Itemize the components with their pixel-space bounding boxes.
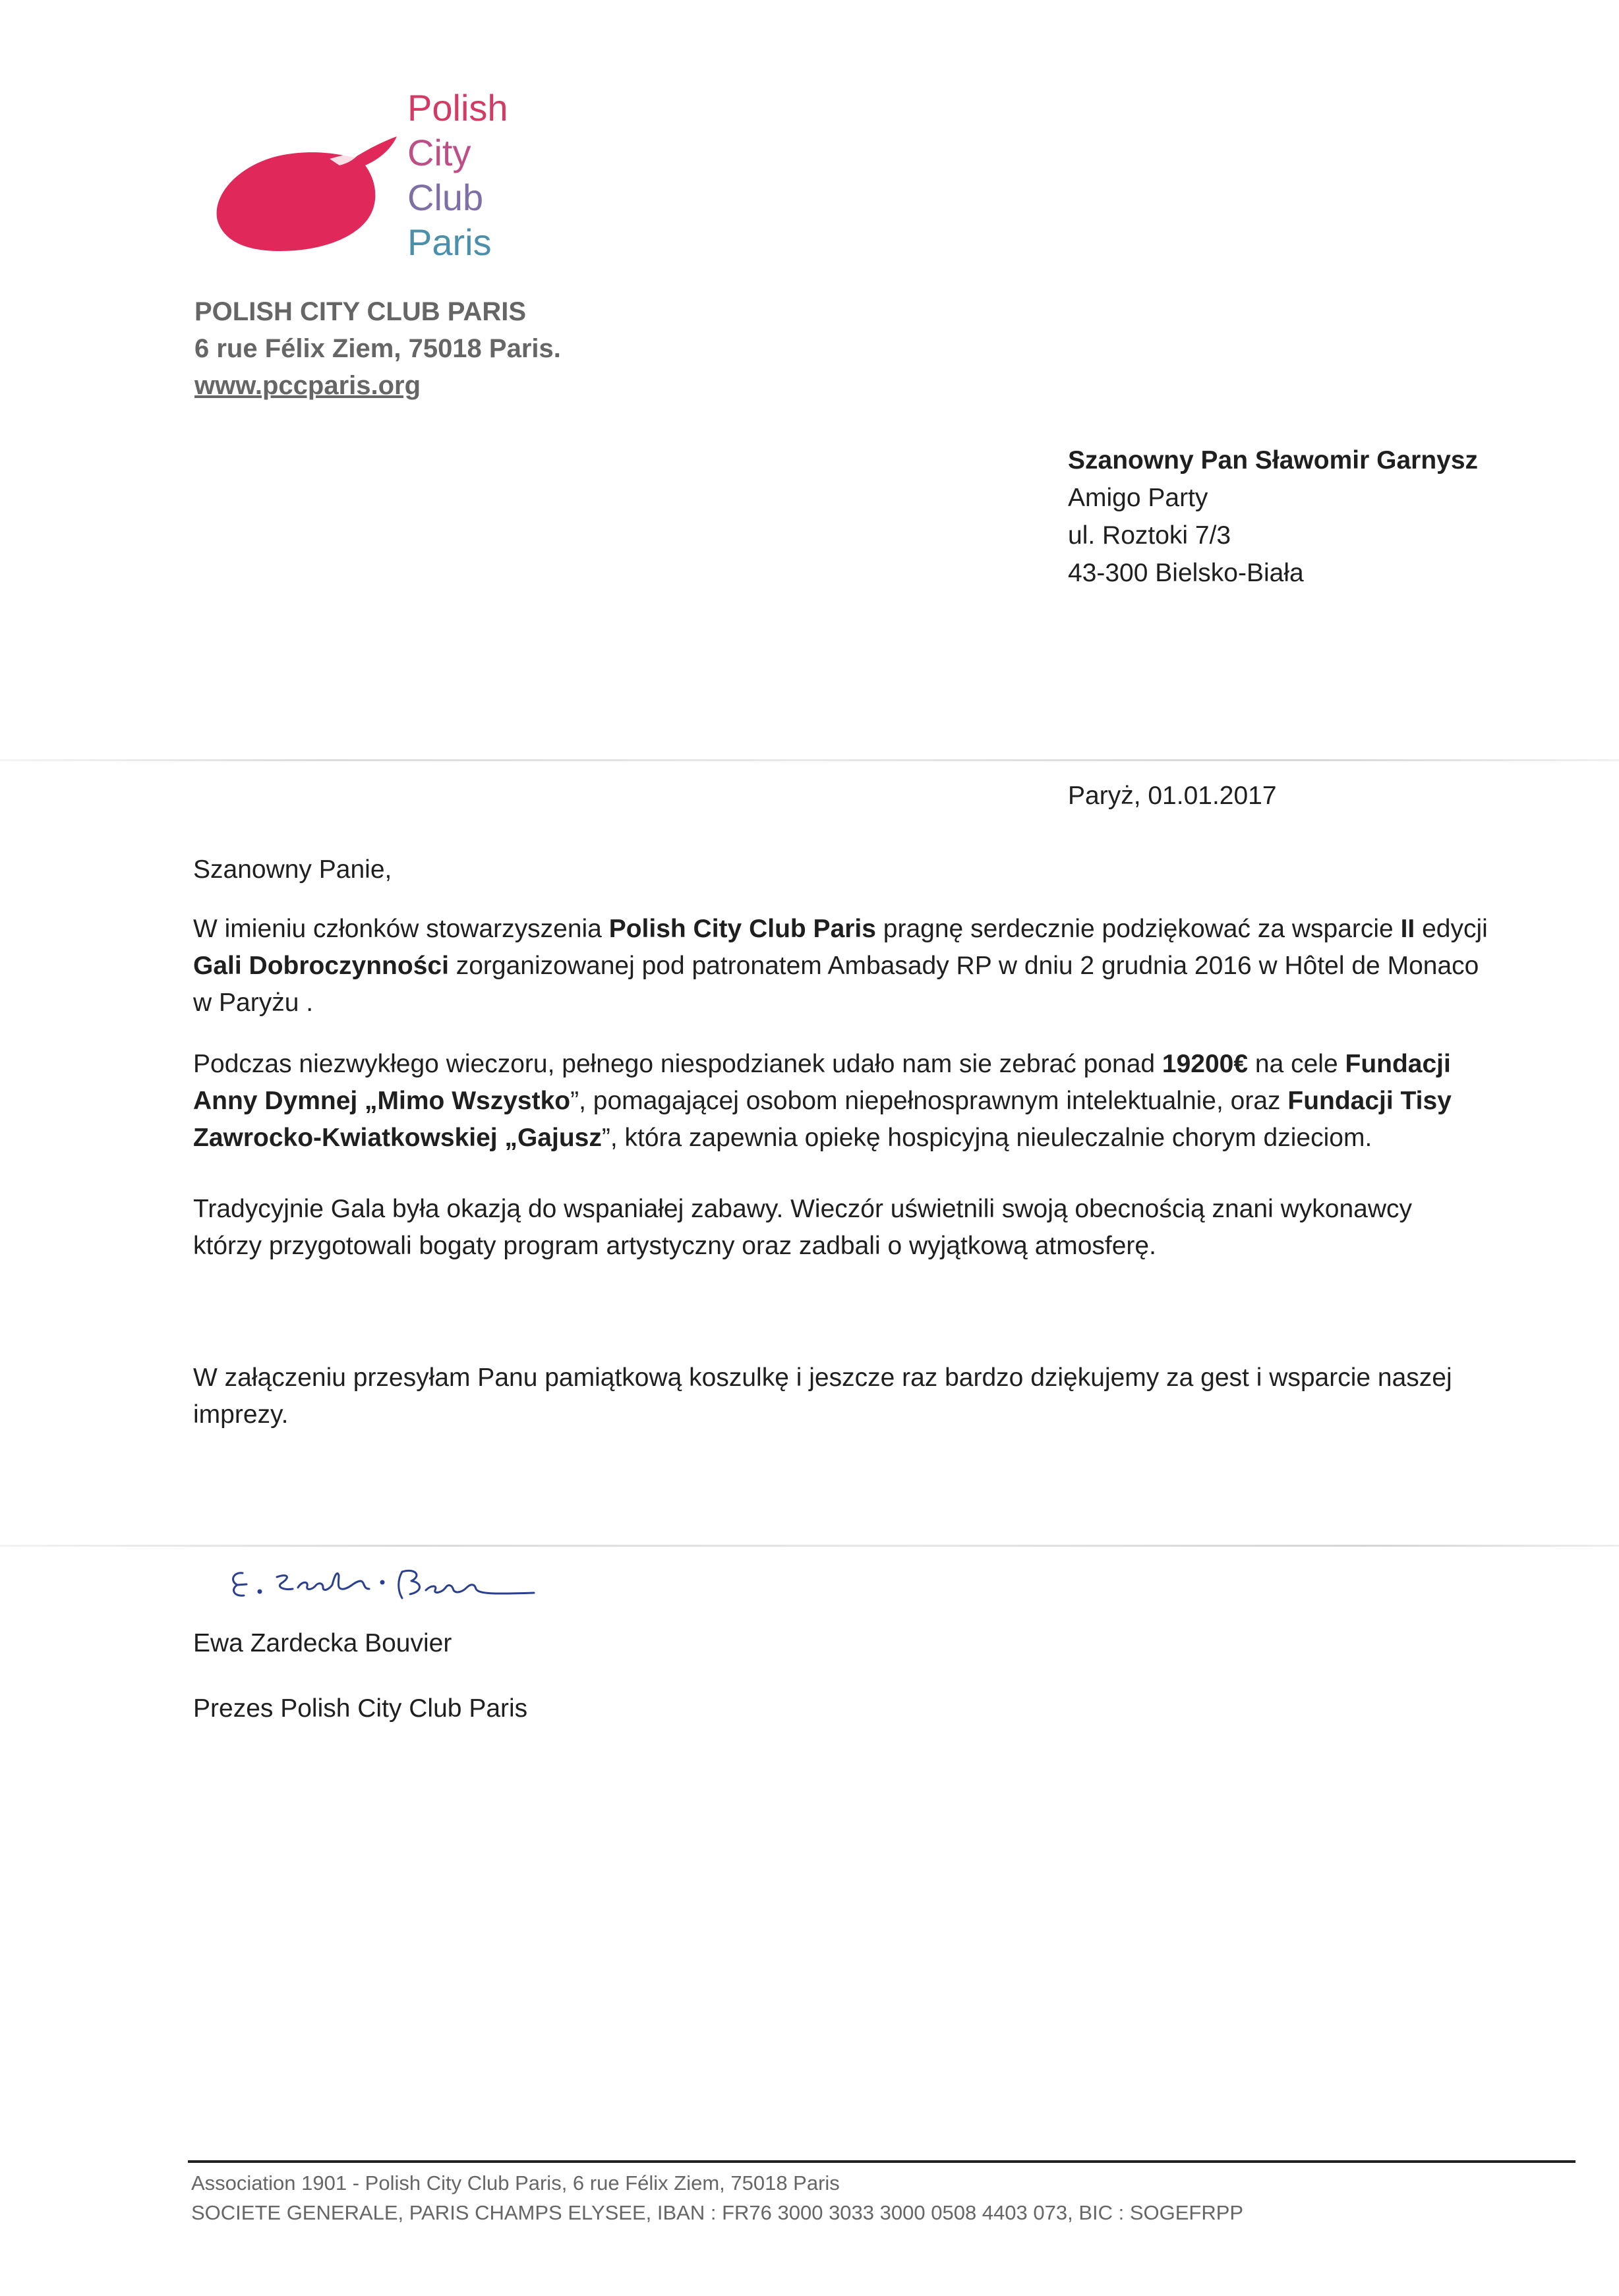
text-run-bold: Fundacji Tisy [1287,1087,1452,1115]
logo-line-polish: Polish [407,87,508,129]
footer [191,2168,1243,2227]
paragraph-thanks [193,911,1564,1021]
sender-website-link[interactable]: www.pccparis.org [194,371,421,400]
text-run-bold: Anny Dymnej „Mimo Wszystko [193,1087,571,1115]
signer-role: Prezes Polish City Club Paris [193,1694,528,1723]
text-run-bold: Fundacji [1345,1050,1451,1078]
text-line: imprezy. [193,1400,289,1429]
recipient-city: 43-300 Bielsko-Biała [1068,559,1304,587]
club-logo [204,86,574,270]
text-run: ”, pomagającej osobom niepełnosprawnym intelektualnie, oraz [570,1087,1288,1115]
sender-name: POLISH CITY CLUB PARIS [194,297,527,326]
text-run: ”, która zapewnia opiekę hospicyjną nieuleczalnie chorym dzieciom. [601,1124,1372,1152]
text-line: którzy przygotowali bogaty program artystyczny oraz zadbali o wyjątkową atmosferę. [193,1232,1156,1260]
text-line: Tradycyjnie Gala była okazją do wspaniałej zabawy. Wieczór uświetnili swoją obecnością znani wykonawcy [193,1195,1413,1223]
paragraph-fundraising [193,1046,1564,1157]
sender-address: 6 rue Félix Ziem, 75018 Paris. [194,334,561,363]
text-line: W załączeniu przesyłam Panu pamiątkową koszulkę i jeszcze raz bardzo dziękujemy za gest i wsparcie naszej [193,1363,1452,1392]
sender-block [194,293,561,404]
paragraph-gala [193,1191,1564,1265]
text-run: zorganizowanej pod patronatem Ambasady RP w dniu 2 grudnia 2016 w Hôtel de Monaco [448,952,1479,980]
recipient-block [1068,442,1478,592]
handwritten-signature-icon [224,1552,593,1605]
logo-line-city: City [407,132,471,173]
signer-name: Ewa Zardecka Bouvier [193,1629,452,1657]
letter-date: Paryż, 01.01.2017 [1068,782,1277,810]
text-run-bold: II [1400,915,1415,943]
text-run: na cele [1248,1050,1345,1078]
text-run-bold: 19200€ [1162,1050,1249,1078]
recipient-street: ul. Roztoki 7/3 [1068,521,1231,550]
paper-fold-line [0,759,1619,761]
recipient-name: Szanowny Pan Sławomir Garnysz [1068,446,1479,474]
text-run: pragnę serdecznie podziękować za wsparcie [875,915,1401,943]
logo-line-paris: Paris [407,221,492,263]
text-run-bold: Zawrocko-Kwiatkowskiej „Gajusz [193,1124,602,1152]
paragraph-closing [193,1360,1564,1433]
text-run: Podczas niezwykłego wieczoru, pełnego niespodzianek udało nam sie zebrać ponad [193,1050,1162,1078]
footer-bank-details: SOCIETE GENERALE, PARIS CHAMPS ELYSEE, IBAN : FR76 3000 3033 3000 0508 4403 073, BIC : SOGEFRPP [191,2201,1244,2224]
text-run-bold: Gali Dobroczynności [193,952,449,980]
footer-association: Association 1901 - Polish City Club Paris, 6 rue Félix Ziem, 75018 Paris [191,2171,840,2195]
petal-logo-icon [204,122,402,254]
logo-wordmark [407,86,508,265]
text-run: w Paryżu . [193,989,314,1017]
paper-fold-line [0,1545,1619,1547]
footer-divider [188,2160,1575,2163]
logo-line-club: Club [407,177,484,218]
text-run-bold: Polish City Club Paris [608,915,876,943]
text-run: W imieniu członków stowarzyszenia [193,915,609,943]
recipient-company: Amigo Party [1068,484,1208,512]
text-run: edycji [1415,915,1488,943]
salutation: Szanowny Panie, [193,855,392,884]
